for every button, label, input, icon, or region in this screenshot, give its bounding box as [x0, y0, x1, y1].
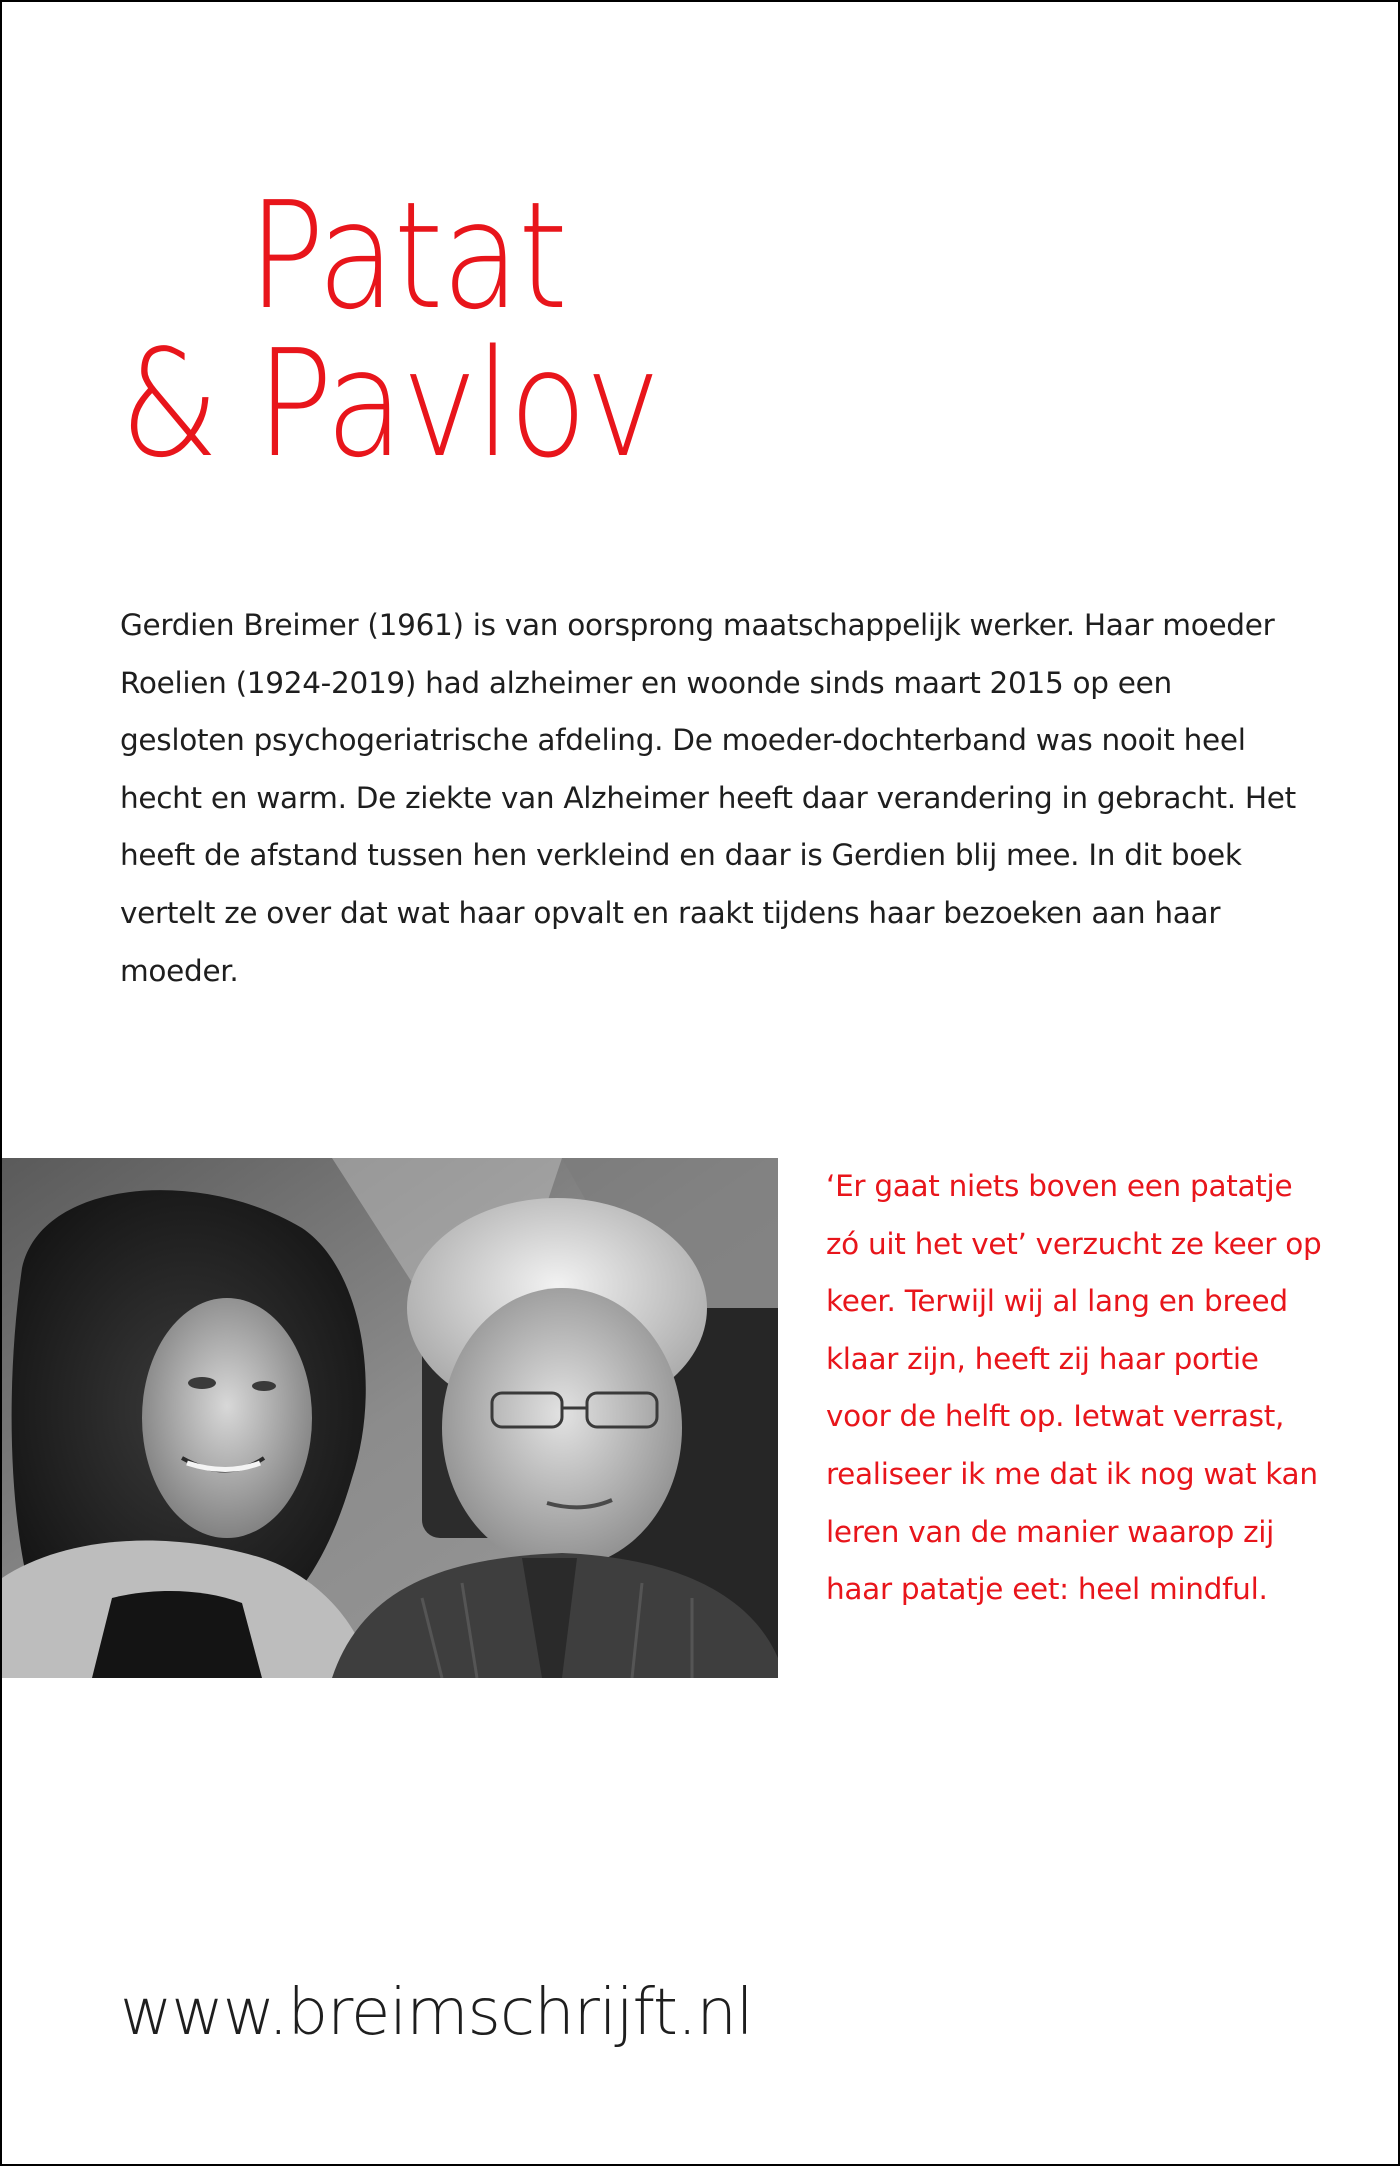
book-quote: ‘Er gaat niets boven een patatje zó uit het vet’ verzucht ze keer op keer. Terwijl wij al lang en breed klaar zijn, heeft zij haar portie voor de helft op. Ietwat verrast, realiseer ik me dat ik nog wat kan leren van de manier waarop zij haar patatje eet: heel mindful. [826, 1169, 1322, 1607]
title-line-pavlov: & Pavlov [120, 318, 659, 490]
title-line-patat: Patat [248, 170, 567, 342]
website-url[interactable]: www.breimschrijft.nl [120, 1976, 753, 2050]
author-photo [2, 1158, 778, 1678]
author-bio: Gerdien Breimer (1961) is van oorsprong maatschappelijk werker. Haar moeder Roelien (1924-2019) had alzheimer en woonde sinds maart 2015 op een gesloten psychogeriatrische afdeling. De moeder-dochterband was nooit heel hecht en warm. De ziekte van Alzheimer heeft daar verandering in gebracht. Het heeft de afstand tussen hen verkleind en daar is Gerdien blij mee. In dit boek vertelt ze over dat wat haar opvalt en raakt tijdens haar bezoeken aan haar moeder. [120, 608, 1296, 988]
photo-illustration [2, 1158, 778, 1678]
